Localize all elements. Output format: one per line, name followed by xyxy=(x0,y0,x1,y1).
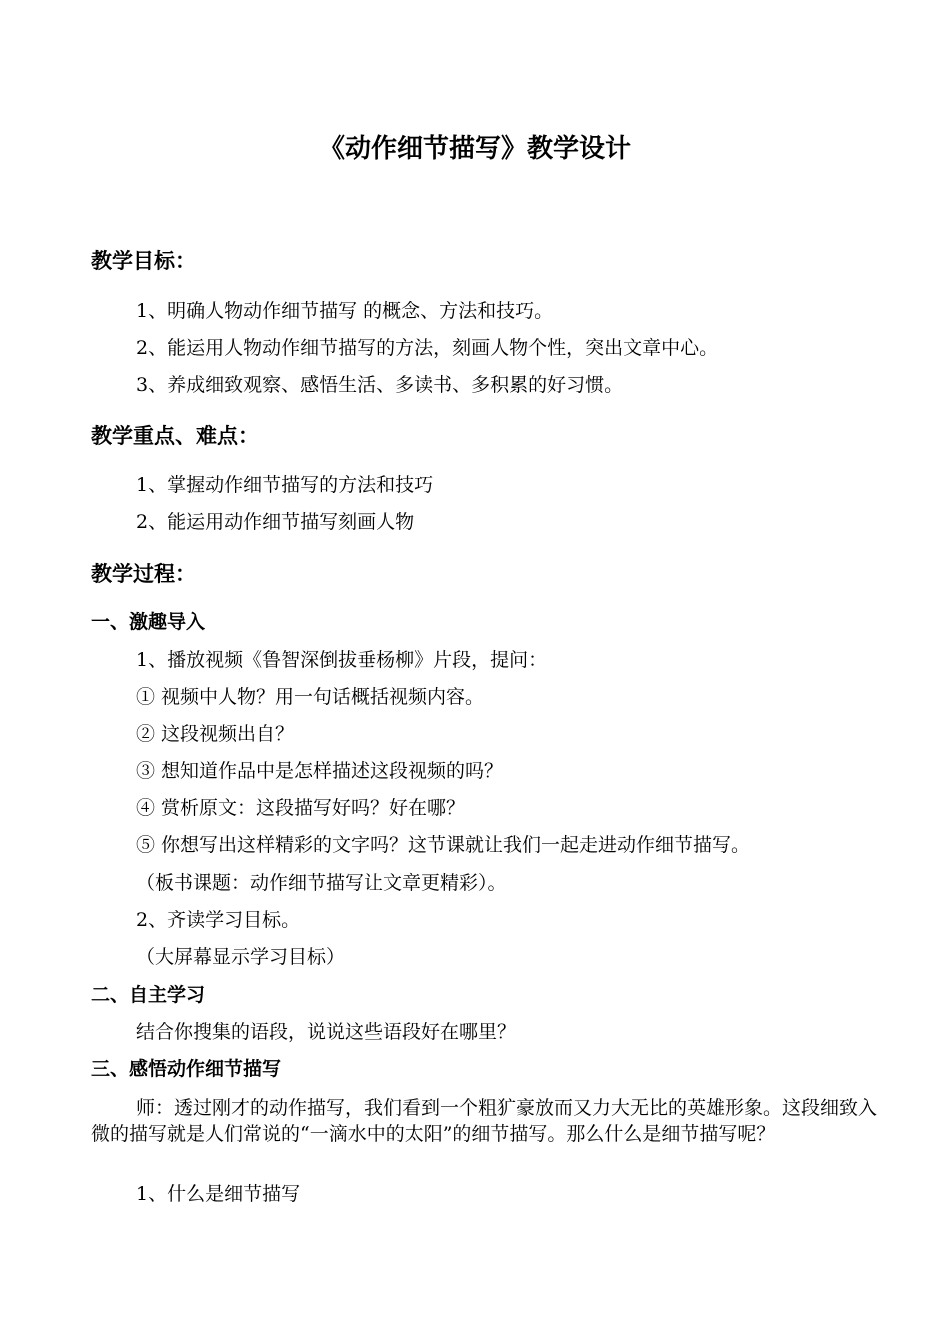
section-1-line-1: 1、播放视频《鲁智深倒拔垂杨柳》片段，提问： xyxy=(136,649,548,671)
section-1-line-5: ④ 赏析原文：这段描写好吗？好在哪？ xyxy=(136,797,466,819)
section-2-line-1: 结合你搜集的语段，说说这些语段好在哪里？ xyxy=(136,1021,517,1043)
key-point-item-1: 1、掌握动作细节描写的方法和技巧 xyxy=(136,474,434,496)
section-1-line-4: ③ 想知道作品中是怎样描述这段视频的吗？ xyxy=(136,760,504,782)
process-heading: 教学过程： xyxy=(91,562,196,586)
section-1-line-3: ② 这段视频出自？ xyxy=(136,723,295,745)
section-1-line-7: （板书课题：动作细节描写让文章更精彩）。 xyxy=(136,872,507,894)
section-3-paragraph: 师：透过刚才的动作描写，我们看到一个粗犷豪放而又力大无比的英雄形象。这段细致入微的描写就是人们常说的“一滴水中的太阳”的细节描写。那么什么是细节描写呢？ xyxy=(91,1097,878,1145)
objective-item-2: 2、能运用人物动作细节描写的方法，刻画人物个性，突出文章中心。 xyxy=(136,337,719,359)
section-3-heading: 三、感悟动作细节描写 xyxy=(91,1058,282,1080)
objective-item-3: 3、养成细致观察、感悟生活、多读书、多积累的好习惯。 xyxy=(136,374,624,396)
section-1-line-2: ① 视频中人物？用一句话概括视频内容。 xyxy=(136,686,485,708)
section-3-line-1: 1、什么是细节描写 xyxy=(136,1183,301,1205)
key-point-item-2: 2、能运用动作细节描写刻画人物 xyxy=(136,511,415,533)
section-1-line-8: 2、齐读学习目标。 xyxy=(136,909,301,931)
objectives-heading: 教学目标： xyxy=(91,249,196,273)
key-points-heading: 教学重点、难点： xyxy=(91,424,259,448)
section-2-heading: 二、自主学习 xyxy=(91,984,206,1006)
section-1-line-9: （大屏幕显示学习目标） xyxy=(136,946,346,968)
section-1-line-6: ⑤ 你想写出这样精彩的文字吗？这节课就让我们一起走进动作细节描写。 xyxy=(136,834,751,856)
objective-item-1: 1、明确人物动作细节描写 的概念、方法和技巧。 xyxy=(136,300,554,322)
section-1-heading: 一、激趣导入 xyxy=(91,611,206,633)
document-title: 《动作细节描写》教学设计 xyxy=(318,134,631,164)
